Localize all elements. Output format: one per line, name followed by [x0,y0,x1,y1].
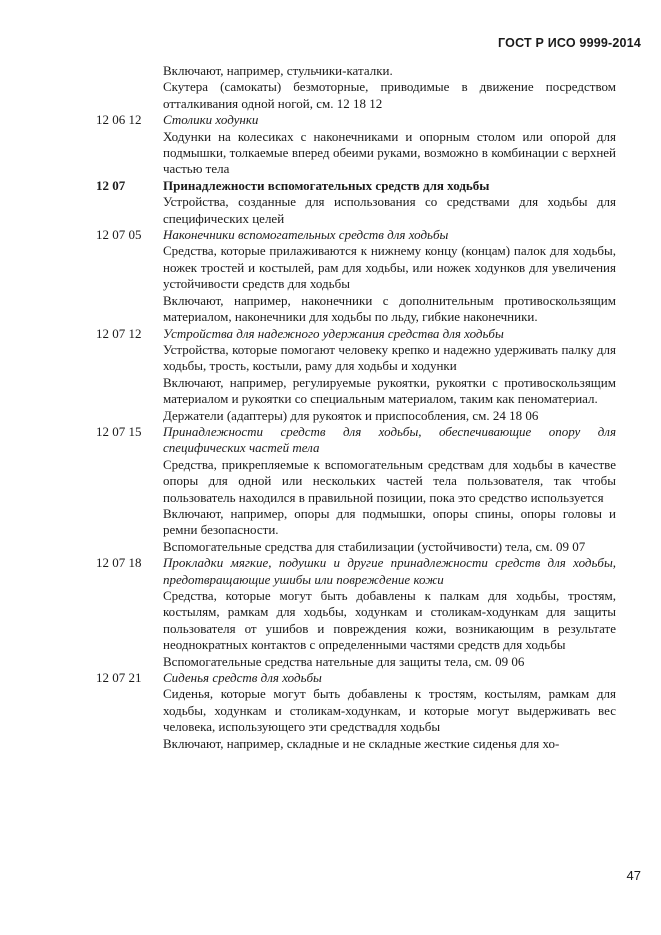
entry-code: 12 06 12 [96,112,142,128]
entry-body [163,178,616,227]
entry-code: 12 07 15 [96,423,142,439]
entry-title: Устройства для надежного удержания средства для ходьбы [163,325,504,341]
entry-title: Принадлежности средств для ходьбы, обеспечивающие опору для специфических частей тела [163,423,616,456]
entry-code: 12 07 21 [96,670,142,686]
entry-body [163,670,616,752]
entry-paragraph: Вспомогательные средства нательные для защиты тела, см. 09 06 [163,653,525,669]
entry-paragraph: Устройства, которые помогают человеку крепко и надежно удерживать палку для ходьбы, трость, костыли, раму для ходьбы и ходунки [163,341,616,374]
entry-body [163,63,616,112]
entry-paragraph: Включают, например, опоры для подмышки, опоры спины, опоры головы и ремни безопасности. [163,505,616,538]
entry-paragraph: Средства, которые прилаживаются к нижнему концу (концам) палок для ходьбы, ножек тростей и костылей, рам для ходьбы, или ножек ходунков для увеличения устойчивости средств для ходьбы [163,243,616,292]
entry-code: 12 07 [96,177,126,193]
entry-title: Принадлежности вспомогательных средств для ходьбы [163,177,490,193]
classification-entry [96,63,616,112]
document-header: ГОСТ Р ИСО 9999-2014 [498,36,641,50]
classification-list [96,63,616,752]
entry-body [163,227,616,325]
classification-entry [96,178,616,227]
entry-paragraph: Сиденья, которые могут быть добавлены к тростям, костылям, рамкам для ходьбы, ходункам и столикам-ходункам, и которые могут выдерживать вес человека, использующего эти средствадля ходьбы [163,686,616,735]
entry-body [163,326,616,424]
entry-body [163,112,616,178]
classification-entry [96,227,616,325]
entry-paragraph: Включают, например, наконечники с дополнительным противоскользящим материалом, наконечники для ходьбы по льду, гибкие наконечники. [163,292,616,325]
classification-entry [96,555,616,670]
entry-code: 12 07 18 [96,555,142,571]
entry-code: 12 07 05 [96,227,142,243]
entry-code: 12 07 12 [96,325,142,341]
entry-body [163,555,616,670]
entry-title: Наконечники вспомогательных средств для ходьбы [163,227,449,243]
entry-title: Сиденья средств для ходьбы [163,670,322,686]
entry-paragraph: Включают, например, регулируемые рукоятки, рукоятки с противоскользящим материалом и рукоятки со специальным материалом, таким как пеноматериал. [163,374,616,407]
entry-title: Столики ходунки [163,112,259,128]
entry-paragraph: Устройства, созданные для использования со средствами для ходьбы для специфических целей [163,194,616,226]
classification-entry [96,326,616,424]
entry-paragraph: Средства, прикрепляемые к вспомогательным средствам для ходьбы в качестве опоры для одной или нескольких частей тела пользователя, так чтобы пользователь находился в правильной позиции, пока это средство используется [163,456,616,505]
classification-entry [96,670,616,752]
entry-code [96,63,163,112]
entry-paragraph: Вспомогательные средства для стабилизации (устойчивости) тела, см. 09 07 [163,538,586,554]
entry-title: Прокладки мягкие, подушки и другие принадлежности средств для ходьбы, предотвращающие ушибы или повреждение кожи [163,555,616,587]
entry-paragraph: Скутера (самокаты) безмоторные, приводимые в движение посредством отталкивания одной ногой, см. 12 18 12 [163,79,616,111]
entry-paragraph: Включают, например, складные и не складные жесткие сиденья для хо- [163,735,560,751]
classification-entry [96,112,616,178]
entry-paragraph: Держатели (адаптеры) для рукояток и приспособления, см. 24 18 06 [163,407,539,423]
entry-paragraph: Ходунки на колесиках с наконечниками и опорным столом или опорой для подмышки, толкаемые вперед обеими руками, возможно в комбинации с верхней частью тела [163,128,616,177]
entry-paragraph: Средства, которые могут быть добавлены к палкам для ходьбы, тростям, костылям, рамкам для ходьбы, ходункам и столикам-ходункам для защиты пользователя от ушибов и повреждения кожи, возникающим в результате неоднократных контактов с определенными частями средств для ходьбы [163,588,616,653]
classification-entry [96,424,616,555]
entry-paragraph: Включают, например, стульчики-каталки. [163,63,393,78]
page-number: 47 [626,868,641,883]
entry-body [163,424,616,555]
